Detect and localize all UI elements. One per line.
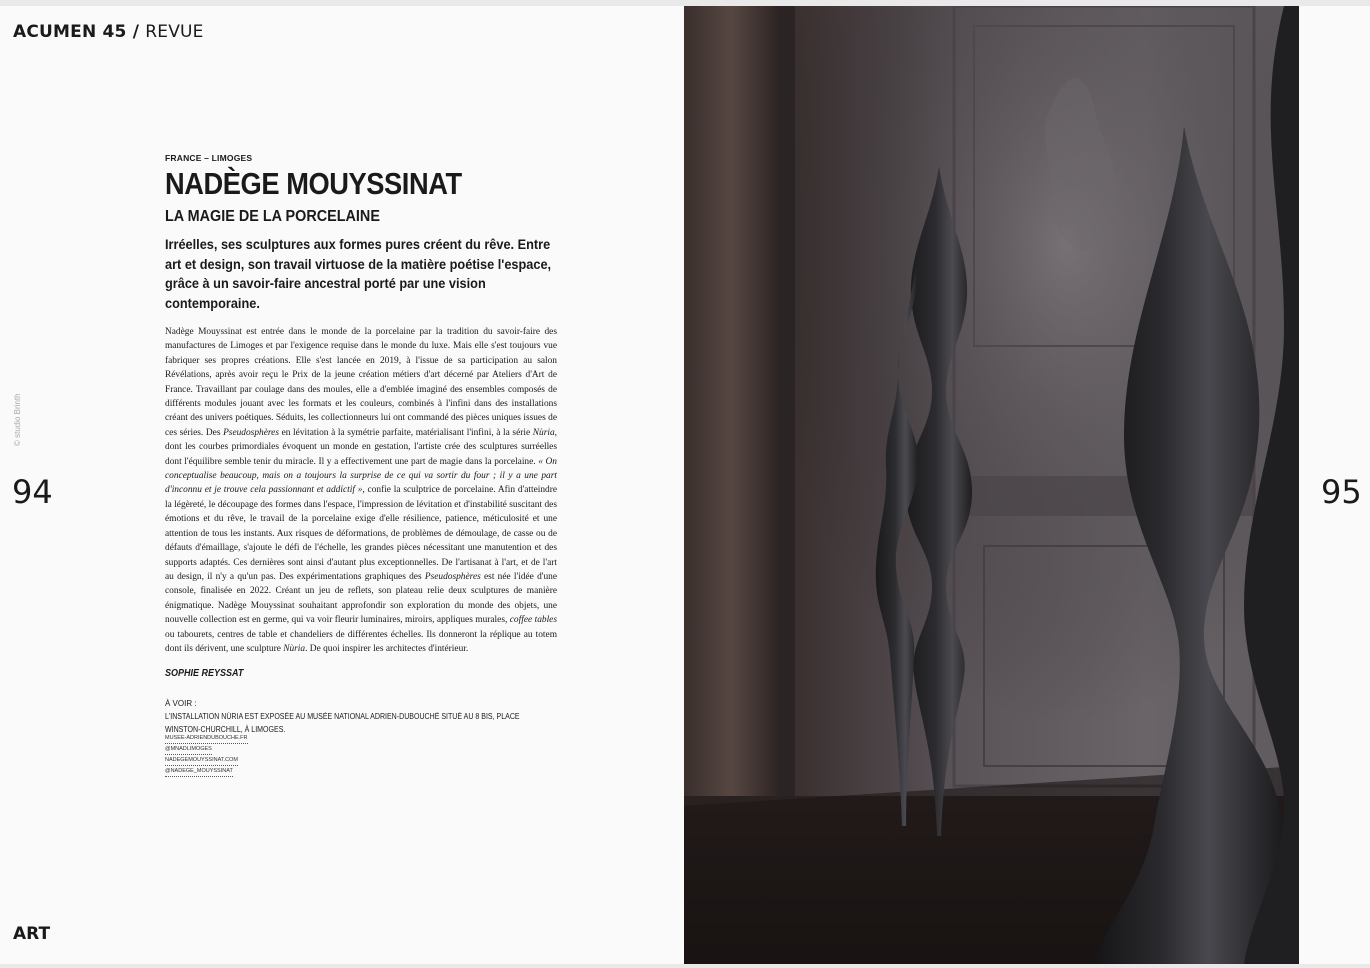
article-location: FRANCE – LIMOGES bbox=[165, 153, 253, 163]
page-number-right: 95 bbox=[1321, 473, 1362, 511]
page-number-left: 94 bbox=[12, 473, 53, 511]
article-lead: Irréelles, ses sculptures aux formes pures créent du rêve. Entre art et design, son travail virtuose de la matière poétise l'espace, grâce à un savoir-faire ancestral porté par une vision contemporaine. bbox=[165, 236, 552, 311]
magazine-name: ACUMEN 45 / bbox=[13, 22, 140, 42]
article-author: SOPHIE REYSSAT bbox=[165, 668, 244, 680]
visit-text: L'INSTALLATION NÚRIA EST EXPOSÉE AU MUSÉE NATIONAL ADRIEN-DUBOUCHÉ SITUÉ AU 8 BIS, PLACE WINSTON-CHURCHILL, À LIMOGES. bbox=[165, 712, 520, 735]
sculpture-photo bbox=[684, 6, 1299, 964]
article-subtitle: LA MAGIE DE LA PORCELAINE bbox=[165, 208, 380, 225]
visit-label: À VOIR : bbox=[165, 699, 197, 709]
magazine-header bbox=[13, 22, 204, 42]
article-title: NADÈGE MOUYSSINAT bbox=[165, 166, 462, 201]
link-artist-site[interactable]: NADEGEMOUYSSINAT.COM bbox=[165, 756, 238, 766]
article bbox=[165, 153, 557, 778]
section-footer: ART bbox=[13, 924, 51, 944]
article-body: Nadège Mouyssinat est entrée dans le monde de la porcelaine par la tradition du savoir-faire des manufactures de Limoges et par l'exigence requise dans le monde du luxe. Mais elle s'est toujours vue fabriquer ses propres créations. Elle s'est lancée en 2019, à l'issue de sa participation au salon Révélations, après avoir reçu le Prix de la jeune création métiers d'art décerné par Ateliers d'Art de France. Travaillant par coulage dans des moules, elle a d'emblée imaginé des ensembles composés de différents modules jouant avec les formats et les couleurs, combinés à l'infini dans des installations créant des univers poétiques. Séduits, les collectionneurs lui ont commandé des pièces uniques issues de ces séries. Des Pseudosphères en lévitation à la symétrie parfaite, matérialisant l'infini, à la série Nùria, dont les courbes primordiales évoquent un monde en gestation, l'artiste crée des sculptures surréelles dont l'équilibre semble tenir du miracle. Il y a effectivement une part de magie dans la porcelaine. « On conceptualise beaucoup, mais on a toujours la surprise de ce qui va sortir du four ; il y a une part d'inconnu et je trouve cela passionnant et addictif », confie la sculptrice de porcelaine. Afin d'atteindre la légèreté, le découpage des formes dans l'espace, l'impression de lévitation et d'instabilité suscitant des émotions et du rêve, le travail de la porcelaine exige d'elle résilience, patience, méticulosité et une attention de tous les instants. Aux risques de déformations, de problèmes de démoulage, de casse ou de défauts d'émaillage, s'ajoute le défi de l'échelle, les grandes pièces nécessitant une manutention et des supports adaptés. Ces dernières sont ainsi d'autant plus exceptionnelles. De l'artisanat à l'art, et de l'art au design, il n'y a qu'un pas. Des expérimentations graphiques des Pseudosphères est née l'idée d'une console, finalisée en 2022. Créant un jeu de reflets, son plateau relie deux sculptures de manière énigmatique. Nadège Mouyssinat souhaitant approfondir son exploration du monde des objets, une nouvelle collection est en germe, qui va voir fleurir luminaires, miroirs, appliques murales, coffee tables ou tabourets, centres de table et chandeliers de différentes échelles. Ils donneront la réplique au totem dont ils dérivent, une sculpture Nùria. De quoi inspirer les architectes d'intérieur. bbox=[165, 327, 557, 654]
sculpture-photo-image bbox=[684, 6, 1299, 964]
visit-links bbox=[165, 734, 557, 777]
link-museum-instagram[interactable]: @MNADLIMOGES bbox=[165, 745, 212, 755]
photo-credit: © studio Brinth bbox=[13, 393, 22, 446]
link-artist-instagram[interactable]: @NADEGE_MOUYSSINAT bbox=[165, 767, 233, 777]
link-museum-site[interactable]: MUSEE-ADRIENDUBOUCHE.FR bbox=[165, 734, 248, 744]
magazine-section: REVUE bbox=[145, 22, 204, 42]
visit-info bbox=[165, 697, 557, 777]
